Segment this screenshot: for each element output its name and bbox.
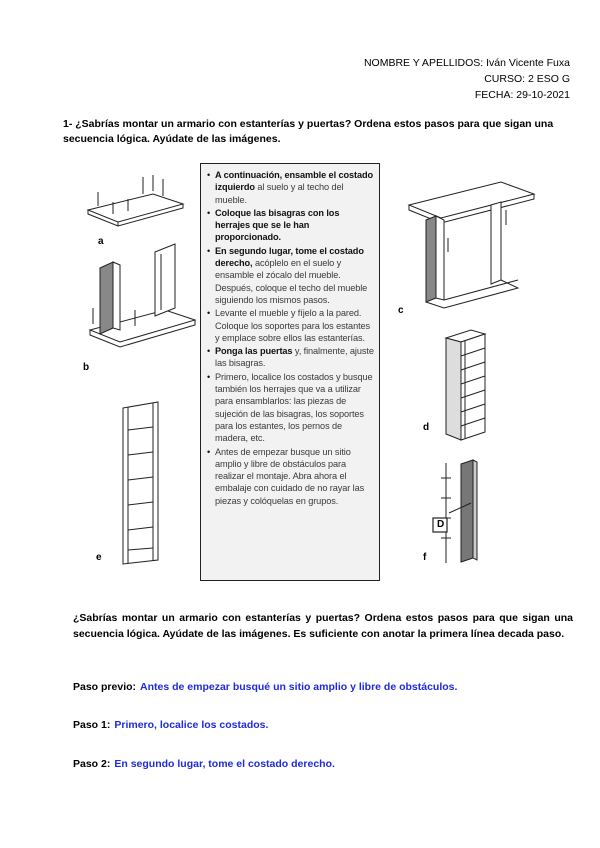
step-label: Paso previo: — [73, 681, 137, 693]
illustration-c — [406, 180, 536, 310]
instruction-box — [200, 163, 380, 581]
step-answer: En segundo lugar, tome el costado derecho. — [114, 758, 335, 770]
illustration-e — [118, 400, 168, 565]
label-d: d — [423, 422, 430, 433]
student-header — [364, 55, 570, 103]
step-label: Paso 1: — [73, 719, 111, 731]
label-f: f — [423, 552, 427, 563]
label-e: e — [96, 552, 102, 563]
step-answer: Antes de empezar busqué un sitio amplio y libre de obstáculos. — [140, 681, 458, 693]
step-label: Paso 2: — [73, 758, 111, 770]
illustration-f — [431, 458, 506, 568]
illustration-b — [85, 240, 200, 365]
instruction-item: • En segundo lugar, tome el costado derecho, acóplelo en el suelo y ensamble el zócalo del mueble. Después, coloque el techo del mueble siguiendo los mismos pasos. — [215, 245, 374, 306]
label-b: b — [83, 362, 90, 373]
instruction-item: • A continuación, ensamble el costado izquierdo al suelo y al techo del mueble. — [215, 169, 374, 206]
illustration-d — [441, 328, 491, 443]
question-1: 1- ¿Sabrías montar un armario con estanterías y puertas? Ordena estos pasos para que sigan una secuencia lógica. Ayúdate de las imágenes. — [63, 118, 554, 145]
question-2: ¿Sabrías montar un armario con estanterías y puertas? Ordena estos pasos para que sigan una secuencia lógica. Ayúdate de las imágenes. Es suficiente con anotar la primera línea decada paso. — [73, 612, 573, 640]
callout-d: D — [437, 519, 445, 530]
assembly-figure — [63, 160, 573, 590]
instruction-item: • Coloque las bisagras con los herrajes que se le han proporcionado. — [215, 207, 374, 244]
step-answer: Primero, localice los costados. — [114, 719, 269, 731]
instruction-item: • Ponga las puertas y, finalmente, ajuste las bisagras. — [215, 345, 374, 370]
instruction-item: • Primero, localice los costados y busque también los herrajes que va a utilizar para ensamblarlos: las piezas de sujeción de las bisagras, los soportes para los estantes, los pernos de madera, etc. — [215, 371, 374, 445]
step-2 — [73, 758, 335, 770]
instruction-item: • Levante el mueble y fíjelo a la pared. Coloque los soportes para los estantes y emplace sobre ellos las estanterías. — [215, 307, 374, 344]
illustration-a — [83, 172, 193, 232]
course-line: CURSO: 2 ESO G — [484, 73, 570, 85]
step-previous — [73, 681, 457, 693]
name-line: NOMBRE Y APELLIDOS: Iván Vicente Fuxa — [363, 57, 570, 69]
instruction-item: • Antes de empezar busque un sitio amplio y libre de obstáculos para realizar el montaje. Abra ahora el embalaje con cuidado de no rayar las piezas y colóquelas en grupos. — [215, 446, 374, 507]
step-1 — [73, 719, 268, 731]
label-c: c — [398, 305, 404, 316]
label-a: a — [98, 236, 104, 247]
date-line: FECHA: 29-10-2021 — [474, 89, 570, 101]
